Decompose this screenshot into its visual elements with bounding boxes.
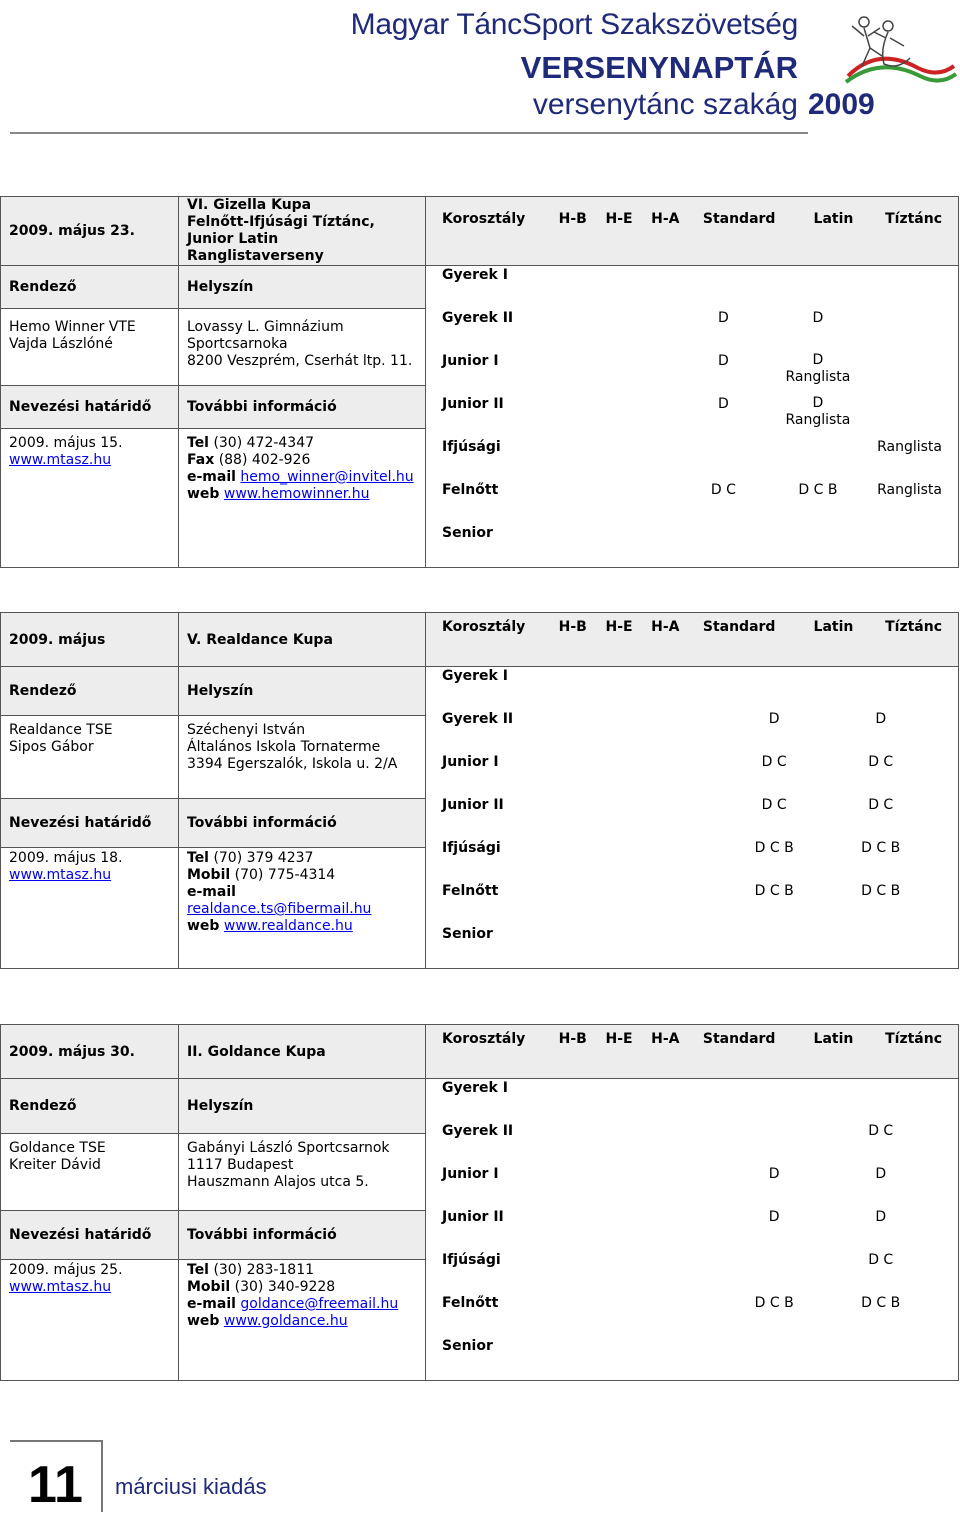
page-number: 11 [28,1456,83,1514]
category-header: Korosztály H-B H-E H-A Standard Latin Tíztánc [442,1031,942,1047]
more-info-label: További információ [179,385,425,429]
event-table [0,612,959,969]
contact-info: Tel (30) 472-4347 Fax (88) 402-926 e-mail hemo_winner@invitel.hu web www.hemowinner.hu [187,435,414,502]
event-title: VI. Gizella Kupa Felnőtt-Ifjúsági Tíztánc, Junior Latin Ranglistaverseny [179,197,426,266]
page-footer [0,1440,960,1512]
contact-info: Tel (70) 379 4237 Mobil (70) 775-4314 e-mail realdance.ts@fibermail.hu web www.realdance.hu [187,850,372,934]
venue: Gabányi László Sportcsarnok 1117 Budapest Hauszmann Alajos utca 5. [187,1140,390,1190]
header-rule [10,132,808,134]
category-table: Gyerek I Gyerek II D C Junior I D D Junior II D D Ifjúsági D C Felnőtt D C B D C B Senior [442,1080,901,1354]
venue: Széchenyi István Általános Iskola Tornaterme 3394 Egerszalók, Iskola u. 2/A [187,722,398,772]
discipline-title: versenytánc szakág [532,88,798,121]
event-date: 2009. május [1,613,179,667]
footer-rule [10,1440,102,1442]
web-link[interactable]: www.hemowinner.hu [223,486,370,502]
event-block-2 [0,612,959,969]
category-table: Gyerek I Gyerek II D D Junior I D C D C Junior II D C D C Ifjúsági D C B D C B Felnőtt D C B D C B Senior [442,668,901,942]
deadline-date: 2009. május 25. [9,1262,123,1278]
mtasz-link[interactable]: www.mtasz.hu [9,867,112,883]
venue-label: Helyszín [179,1079,425,1134]
organizer-label: Rendező [1,1079,178,1134]
event-title: V. Realdance Kupa [179,613,426,667]
venue: Lovassy L. Gimnázium Sportcsarnoka 8200 Veszprém, Cserhát ltp. 11. [187,319,413,369]
deadline-label: Nevezési határidő [1,1210,178,1260]
calendar-year: 2009 [808,88,875,121]
dancer-logo-icon [818,6,958,90]
more-info-label: További információ [179,798,425,848]
deadline-label: Nevezési határidő [1,798,178,848]
federation-name: Magyar TáncSport Szakszövetség [350,8,798,41]
mtasz-link[interactable]: www.mtasz.hu [9,452,112,468]
organizer: Realdance TSE Sipos Gábor [9,722,113,755]
venue-label: Helyszín [179,266,425,309]
web-link[interactable]: www.goldance.hu [223,1313,348,1329]
footer-divider [101,1440,103,1512]
event-table [0,196,959,568]
event-date: 2009. május 30. [1,1025,179,1079]
organizer: Hemo Winner VTE Vajda Lászlóné [9,319,136,352]
email-link[interactable]: goldance@freemail.hu [240,1296,399,1312]
organizer-label: Rendező [1,266,178,309]
calendar-title: VERSENYNAPTÁR [520,50,798,85]
event-date: 2009. május 23. [1,197,179,266]
category-table: Gyerek I Gyerek II D D Junior I D D Ranglista Junior II D D Ranglista Ifjúsági Ranglista Felnőtt D C D C B Ranglista Senior [442,267,942,541]
deadline-label: Nevezési határidő [1,385,178,429]
deadline-date: 2009. május 15. [9,435,123,451]
contact-info: Tel (30) 283-1811 Mobil (30) 340-9228 e-mail goldance@freemail.hu web www.goldance.hu [187,1262,399,1329]
venue-label: Helyszín [179,667,425,716]
event-table [0,1024,959,1381]
organizer-label: Rendező [1,667,178,716]
event-block-3 [0,1024,959,1381]
category-header: Korosztály H-B H-E H-A Standard Latin Tíztánc [442,619,942,635]
deadline-date: 2009. május 18. [9,850,123,866]
event-title: II. Goldance Kupa [179,1025,426,1079]
event-block-1 [0,196,959,568]
organizer: Goldance TSE Kreiter Dávid [9,1140,106,1173]
email-link[interactable]: realdance.ts@fibermail.hu [187,901,372,917]
more-info-label: További információ [179,1210,425,1260]
edition-label: márciusi kiadás [115,1474,267,1499]
web-link[interactable]: www.realdance.hu [223,918,353,934]
page-header [0,0,960,134]
email-link[interactable]: hemo_winner@invitel.hu [240,469,414,485]
mtasz-link[interactable]: www.mtasz.hu [9,1279,112,1295]
category-header: Korosztály H-B H-E H-A Standard Latin Tíztánc [442,210,942,227]
